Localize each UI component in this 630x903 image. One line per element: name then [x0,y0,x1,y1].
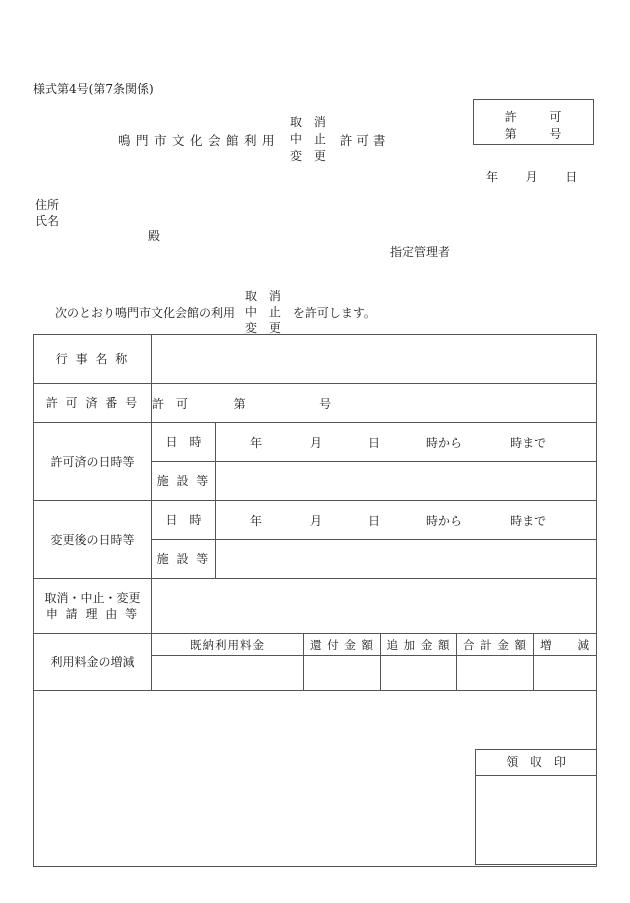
name-label: 氏名 [35,214,60,228]
receipt-seal-box [475,749,597,865]
permitted-facility-value[interactable] [216,462,597,501]
receipt-seal-area[interactable] [476,776,596,865]
statement-option-stop: 中 止 [245,305,285,319]
table-row-event-name [34,335,597,384]
title-tail: 許可書 [339,132,390,148]
table-row-reason [34,579,597,634]
permit-box-line-permission [474,108,593,125]
fee-value-paid[interactable] [152,656,304,691]
issue-date-month: 月 [525,170,538,184]
issue-date-day: 日 [565,170,578,184]
permitted-datetime-value[interactable] [216,423,597,462]
permitted-facility-sublabel: 施 設 等 [152,462,216,501]
issue-date-line [486,168,577,185]
permit-number-value[interactable] [152,384,597,423]
permit-number-label: 許 可 済 番 号 [34,384,152,423]
title-option-cancel: 取 消 [290,115,330,129]
event-name-label: 行 事 名 称 [34,335,152,384]
document-title [118,114,389,165]
fee-column-paid: 既納利用料金 [152,634,304,656]
permit-number-prefix: 許 可 [152,396,189,411]
permit-box-dai: 第 [504,127,518,141]
issuer-label: 指定管理者 [390,245,451,259]
permit-number-unit: 号 [319,396,332,411]
receipt-seal-label: 領 収 印 [476,750,596,776]
permit-number-box [473,99,594,145]
permit-box-kyo: 許 [504,110,518,124]
fee-value-total[interactable] [457,656,534,691]
fee-column-difference: 増 減 [534,634,597,656]
changed-facility-value[interactable] [216,540,597,579]
blank-note-area[interactable] [34,691,597,867]
reason-label-line2: 申 請 理 由 等 [45,607,140,621]
permitted-year: 年 [250,435,263,450]
permit-box-gou: 号 [549,127,563,141]
permitted-month: 月 [310,435,323,450]
statement-option-change: 変 更 [245,321,285,335]
title-option-stop: 中 止 [290,132,330,146]
changed-month: 月 [310,513,323,528]
fee-column-refund: 還 付 金 額 [304,634,381,656]
form-code-label: 様式第4号(第7条関係) [33,82,154,96]
permit-detail-table [33,334,597,867]
permitted-day: 日 [368,435,381,450]
honorific-label: 殿 [148,229,161,243]
statement-prefix: 次のとおり鳴門市文化会館の利用 [55,305,236,320]
changed-day: 日 [368,513,381,528]
reason-label [34,579,152,634]
changed-time-to: 時まで [510,513,547,528]
changed-datetime-value[interactable] [216,501,597,540]
title-option-stack [286,114,330,165]
statement-option-cancel: 取 消 [245,289,285,303]
changed-datetime-label: 変更後の日時等 [34,501,152,579]
fee-value-refund[interactable] [304,656,381,691]
reason-value[interactable] [152,579,597,634]
changed-datetime-sublabel: 日 時 [152,501,216,540]
statement-line [55,288,376,336]
statement-suffix: を許可します。 [292,305,376,320]
statement-option-stack [241,288,285,336]
table-row-fee-headers [34,634,597,656]
event-name-value[interactable] [152,335,597,384]
changed-year: 年 [250,513,263,528]
permitted-datetime-label: 許可済の日時等 [34,423,152,501]
reason-label-line1: 取消・中止・変更 [44,591,141,605]
issue-date-year: 年 [486,170,499,184]
permitted-time-to: 時まで [510,435,547,450]
fee-value-additional[interactable] [381,656,457,691]
permit-box-line-number [474,125,593,142]
title-main: 鳴門市文化会館利用 [118,132,281,148]
fees-label: 利用料金の増減 [34,634,152,691]
permit-number-mark: 第 [233,396,246,411]
fee-column-additional: 追 加 金 額 [381,634,457,656]
permit-box-ka: 可 [549,110,563,124]
permitted-time-from: 時から [426,435,463,450]
table-row-permit-number [34,384,597,423]
changed-facility-sublabel: 施 設 等 [152,540,216,579]
fee-value-difference[interactable] [534,656,597,691]
fee-column-total: 合 計 金 額 [457,634,534,656]
permitted-datetime-sublabel: 日 時 [152,423,216,462]
table-row-changed-datetime [34,501,597,540]
address-label: 住所 [35,198,60,212]
table-row-blank-area [34,691,597,867]
table-row-permitted-datetime [34,423,597,462]
title-option-change: 変 更 [290,149,330,163]
changed-time-from: 時から [426,513,463,528]
